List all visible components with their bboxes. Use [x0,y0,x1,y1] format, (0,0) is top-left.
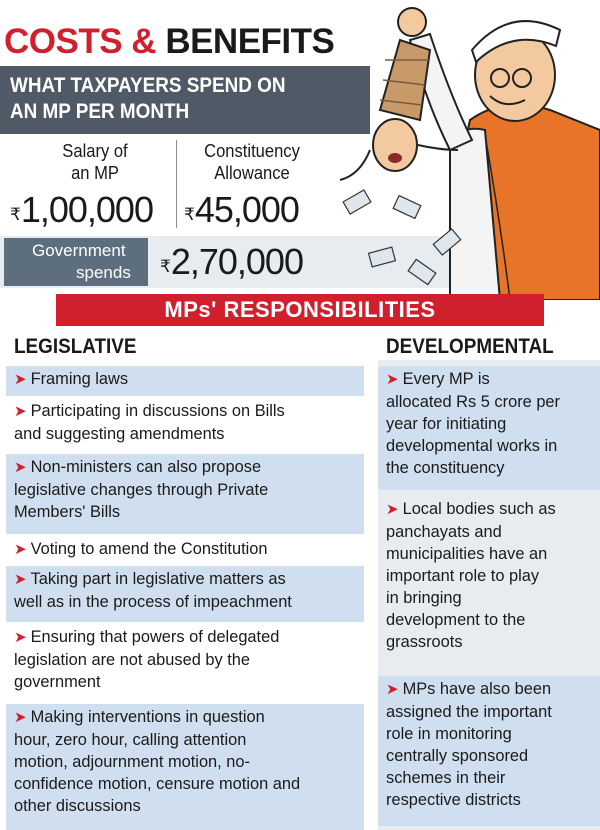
list-item-line: ➤ Voting to amend the Constitution [14,540,268,558]
list-item-line: other discussions [14,797,141,815]
list-item-line: municipalities have an [386,545,548,563]
list-item-line: ➤ Participating in discussions on Bills [14,402,285,420]
cartoon-politician-shaking-taxpayer-icon [300,0,600,300]
allowance-amount: 45,000 [194,189,299,230]
list-item-line: ➤ Framing laws [14,370,129,388]
salary-label-line-1: Salary of [62,141,128,161]
subtitle-line-2: AN MP PER MONTH [10,100,190,123]
list-item-line: ➤ Local bodies such as [386,500,556,518]
arrow-bullet-icon: ➤ [14,403,27,420]
page-title [4,22,334,62]
list-item [378,676,600,826]
list-item-line: legislative changes through Private [14,481,269,499]
government-label-line-2: spends [76,263,131,282]
list-item-line: the constituency [386,459,505,477]
allowance-label-line-2: Allowance [214,163,290,183]
list-item-line: in bringing [386,589,462,607]
list-item [6,536,364,564]
arrow-bullet-icon: ➤ [386,501,399,518]
list-item-line: confidence motion, censure motion and [14,775,301,793]
list-item-line: well as in the process of impeachment [14,593,292,611]
list-item [378,496,600,672]
list-item-line: development to the [386,611,526,629]
list-item-line: ➤ Non-ministers can also propose [14,458,262,476]
list-item-line: respective districts [386,791,521,809]
list-item-line: government [14,673,101,691]
list-item-line: ➤ MPs have also been [386,680,552,698]
salary-amount: 1,00,000 [20,189,153,230]
list-item-line: schemes in their [386,769,506,787]
list-item-line: ➤ Every MP is [386,370,490,388]
list-item-line: allocated Rs 5 crore per [386,393,561,411]
list-item-line: hour, zero hour, calling attention [14,731,247,749]
responsibilities-banner: MPs' RESPONSIBILITIES [56,294,544,326]
list-item [6,398,364,452]
salary-label-line-2: an MP [71,163,119,183]
list-item [6,624,364,702]
allowance-value [184,190,299,235]
allowance-label [191,140,312,184]
arrow-bullet-icon: ➤ [386,681,399,698]
salary-value [10,190,153,235]
arrow-bullet-icon: ➤ [386,371,399,388]
list-item-line: grassroots [386,633,463,651]
arrow-bullet-icon: ➤ [14,459,27,476]
rupee-symbol: ₹ [10,205,20,224]
list-item [6,704,364,830]
government-amount: 2,70,000 [170,241,303,282]
rupee-symbol: ₹ [184,205,194,224]
list-item-line: year for initiating [386,415,507,433]
arrow-bullet-icon: ➤ [14,571,27,588]
list-item-line: ➤ Making interventions in question [14,708,265,726]
cost-divider [176,140,177,228]
developmental-heading: DEVELOPMENTAL [386,335,554,358]
arrow-bullet-icon: ➤ [14,371,27,388]
legislative-heading: LEGISLATIVE [14,335,137,358]
arrow-bullet-icon: ➤ [14,541,27,558]
list-item-line: ➤ Taking part in legislative matters as [14,570,286,588]
list-item-line: assigned the important [386,703,552,721]
list-item-line: ➤ Ensuring that powers of delegated [14,628,280,646]
arrow-bullet-icon: ➤ [14,629,27,646]
allowance-label-line-1: Constituency [204,141,300,161]
arrow-bullet-icon: ➤ [14,709,27,726]
list-item-line: centrally sponsored [386,747,529,765]
salary-label [44,140,145,184]
list-item-line: role in monitoring [386,725,512,743]
list-item-line: important role to play [386,567,540,585]
government-spends-value [160,242,303,287]
rupee-symbol: ₹ [160,257,170,276]
list-item [378,366,600,490]
list-item-line: panchayats and [386,523,502,541]
government-label-line-1: Government [32,241,126,260]
list-item-line: legislation are not abused by the [14,651,251,669]
government-spends-label-box [4,238,148,286]
list-item [6,366,364,396]
list-item-line: Members' Bills [14,503,121,521]
list-item-line: developmental works in [386,437,558,455]
title-benefits: BENEFITS [165,22,335,61]
list-item-line: and suggesting amendments [14,425,225,443]
list-item-line: motion, adjournment motion, no- [14,753,250,771]
list-item [6,566,364,622]
subtitle-line-1: WHAT TAXPAYERS SPEND ON [10,74,286,97]
list-item [6,454,364,534]
title-costs: COSTS & [4,22,157,61]
